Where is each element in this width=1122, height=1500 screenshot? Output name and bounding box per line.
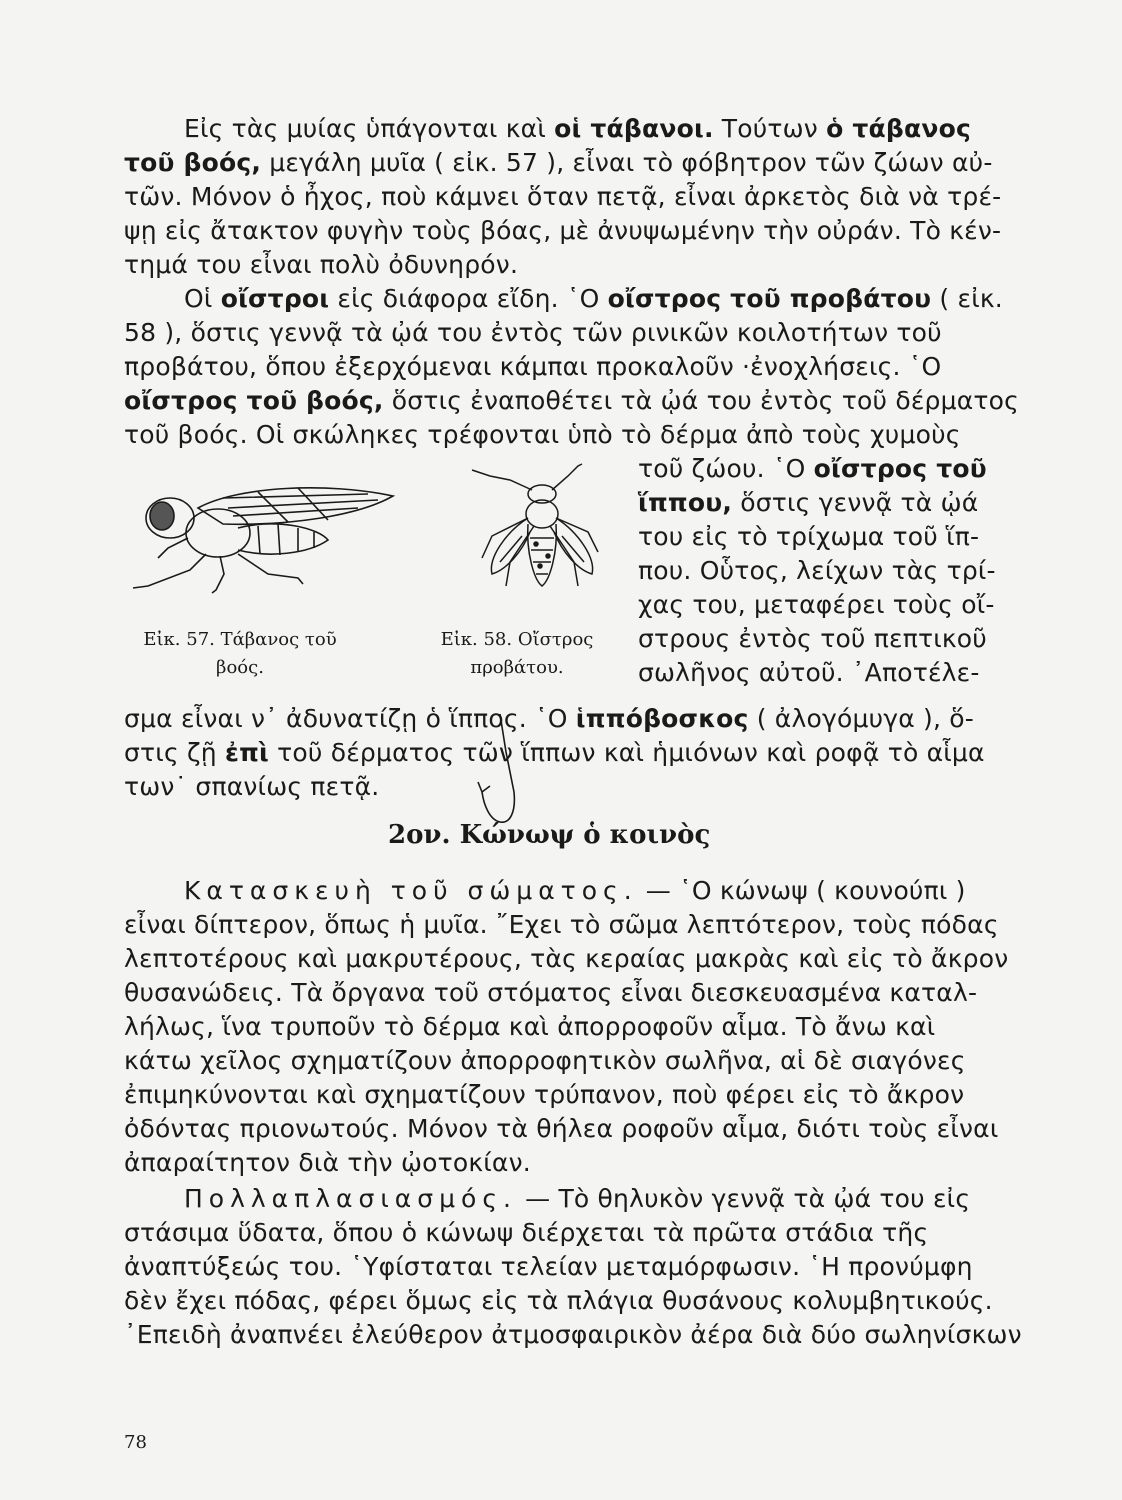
p3-line1: Κατασκευὴ τοῦ σώματος. — ῾Ο κώνωψ ( κουνούπι )	[184, 876, 966, 905]
p1-line2: τοῦ βοός, μεγάλη μυῖα ( εἰκ. 57 ), εἶναι τὸ φόβητρον τῶν ζώων αὐ-	[124, 148, 993, 177]
hook-mark-illustration	[470, 712, 540, 832]
p2-right-line7: σωλῆνος αὐτοῦ. ᾽Αποτέλε-	[638, 658, 980, 687]
p2-right-line5: χας του, μεταφέρει τοὺς οἴ-	[638, 590, 995, 619]
p3-line7: ἐπιμηκύνονται καὶ σχηματίζουν τρύπανον, ποὺ φέρει εἰς τὸ ἄκρον	[124, 1080, 965, 1109]
p1-line3: τῶν. Μόνον ὁ ἦχος, ποὺ κάμνει ὅταν πετᾷ, εἶναι ἀρκετὸς διὰ νὰ τρέ-	[124, 182, 1002, 211]
p3-line2: εἶναι δίπτερον, ὅπως ἡ μυῖα. ῎Εχει τὸ σῶμα λεπτότερον, τοὺς πόδας	[124, 910, 999, 939]
p3-line8: ὀδόντας πριονωτούς. Μόνον τὰ θήλεα ροφοῦν αἷμα, διότι τοὺς εἶναι	[124, 1114, 999, 1143]
p2-line5: τοῦ βοός. Οἱ σκώληκες τρέφονται ὑπὸ τὸ δέρμα ἀπὸ τοὺς χυμοὺς	[124, 420, 961, 449]
p1-line4: ψῃ εἰς ἄτακτον φυγὴν τοὺς βόας, μὲ ἀνυψωμένην τὴν οὐράν. Τὸ κέν-	[124, 216, 1002, 245]
p4-line3: ἀναπτύξεώς του. ῾Υφίσταται τελείαν μεταμόρφωσιν. ῾Η προνύμφη	[124, 1252, 973, 1281]
p2-right-line3: του εἰς τὸ τρίχωμα τοῦ ἵπ-	[638, 522, 980, 551]
p4-line5: ᾽Επειδὴ ἀναπνέει ἐλεύθερον ἀτμοσφαιρικὸν ἀέρα διὰ δύο σωληνίσκων	[124, 1320, 1022, 1349]
figure-58-caption: Εἰκ. 58. Οἴστρος προβάτου.	[440, 629, 594, 678]
p2-line3: προβάτου, ὅπου ἐξερχόμεναι κάμπαι προκαλοῦν ·ἐνοχλήσεις. ῾Ο	[124, 352, 942, 381]
section-heading: 2ον. Κώνωψ ὁ κοινὸς	[388, 820, 711, 850]
p2-line4: οἴστρος τοῦ βοός, ὅστις ἐναποθέτει τὰ ᾠά του ἐντὸς τοῦ δέρματος	[124, 386, 1020, 415]
p4-line1: Πολλαπλασιασμός. — Τὸ θηλυκὸν γεννᾷ τὰ ᾠά του εἰς	[184, 1184, 971, 1213]
sheep-botfly-illustration	[470, 462, 620, 602]
p2-right-line4: που. Οὗτος, λείχων τὰς τρί-	[638, 556, 996, 585]
figure-57-caption: Εἰκ. 57. Τάβανος τοῦ βοός.	[143, 629, 337, 678]
p4-line4: δὲν ἔχει πόδας, φέρει ὅμως εἰς τὰ πλάγια θυσάνους κολυμβητικούς.	[124, 1286, 993, 1315]
p2-line8: των˙ σπανίως πετᾷ.	[124, 772, 380, 801]
p3-line6: κάτω χεῖλος σχηματίζουν ἀπορροφητικὸν σωλῆνα, αἱ δὲ σιαγόνες	[124, 1046, 966, 1075]
p2-line6: σμα εἶναι ν᾽ ἀδυνατίζῃ ὁ ἵππος. ῾Ο ἱππόβοσκος ( ἀλογόμυγα ), ὅ-	[124, 704, 975, 733]
p2-right-line2: ἵππου, ὅστις γεννᾷ τὰ ᾠά	[638, 488, 979, 517]
p2-line1: Οἱ οἴστροι εἰς διάφορα εἴδη. ῾Ο οἴστρος τοῦ προβάτου ( εἰκ.	[184, 284, 1003, 313]
p1-line5: τημά του εἶναι πολὺ ὀδυνηρόν.	[124, 250, 519, 279]
p3-line5: λήλως, ἵνα τρυποῦν τὸ δέρμα καὶ ἀπορροφοῦν αἷμα. Τὸ ἄνω καὶ	[124, 1012, 936, 1041]
p2-right-line6: στρους ἐντὸς τοῦ πεπτικοῦ	[638, 624, 987, 653]
horsefly-illustration	[128, 478, 398, 596]
p2-line2: 58 ), ὅστις γεννᾷ τὰ ᾠά του ἐντὸς τῶν ρινικῶν κοιλοτήτων τοῦ	[124, 318, 942, 347]
p1-line1: Εἰς τὰς μυίας ὑπάγονται καὶ οἱ τάβανοι. Τούτων ὁ τάβανος	[184, 114, 972, 143]
p4-line2: στάσιμα ὕδατα, ὅπου ὁ κώνωψ διέρχεται τὰ πρῶτα στάδια τῆς	[124, 1218, 929, 1247]
p2-line7: στις ζῇ ἐπὶ τοῦ δέρματος τῶν ἵππων καὶ ἡμιόνων καὶ ροφᾷ τὸ αἷμα	[124, 738, 985, 767]
page-number: 78	[124, 1432, 147, 1453]
p2-right-line1: τοῦ ζώου. ῾Ο οἴστρος τοῦ	[638, 454, 987, 483]
p3-line4: θυσανώδεις. Τὰ ὄργανα τοῦ στόματος εἶναι διεσκευασμένα καταλ-	[124, 978, 978, 1007]
p3-line9: ἀπαραίτητον διὰ τὴν ᾠοτοκίαν.	[124, 1148, 531, 1177]
p3-line3: λεπτοτέρους καὶ μακρυτέρους, τὰς κεραίας μακρὰς καὶ εἰς τὸ ἄκρον	[124, 944, 1009, 973]
